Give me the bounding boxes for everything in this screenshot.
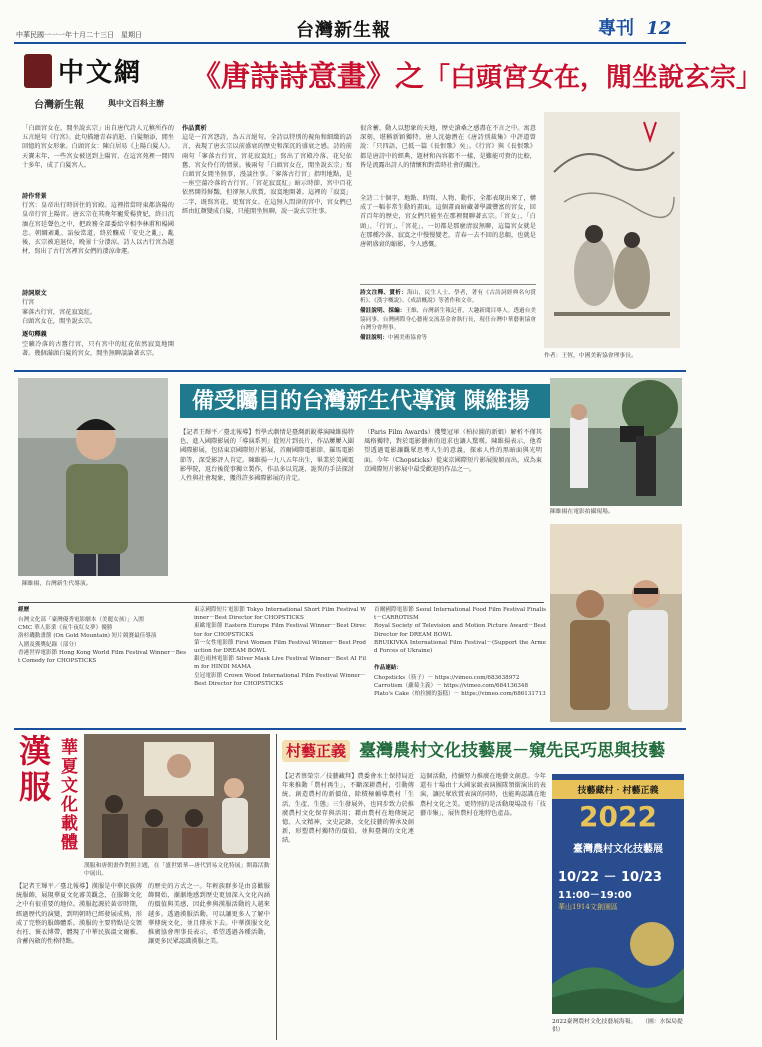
- portrait-caption: 陳維揚，台灣新生代導演。: [22, 581, 92, 587]
- heading-original: 詩詞原文: [22, 290, 47, 298]
- farm-body-2: 這個活動，持續努力推廣在地藝文創意。今年還有十場由十大國家級表演團隊領銜演出的表演，讓民眾欣賞表演的同時，也能夠認識在地農村文化之美。更特別的是活動現場設有「技藝市集」，展售農村在地特色產品。: [420, 773, 546, 817]
- poetry-original: 行宮 寥落古行宮，宮花寂寞紅。 白頭宮女在，閒坐說玄宗。: [22, 299, 97, 325]
- hanfu-photo: [84, 734, 270, 858]
- credits-box: [360, 284, 536, 342]
- site-label: 備註說明：: [360, 335, 388, 342]
- divider-3: [276, 734, 277, 1040]
- site-text: 中國美術協會等: [387, 335, 428, 342]
- poster-year: 2022: [579, 800, 657, 833]
- festival-poster: [552, 774, 684, 1014]
- hanfu-caption: 漢服和唐朝畫作對照主題，在「盛世繁華—唐代貿易文化特展」開幕活動中展出。: [84, 863, 270, 877]
- poster-venue: 華山1914文創園區: [558, 903, 618, 911]
- director-article: [14, 374, 686, 726]
- poetry-remark-b: 全詩二十個字，地點、時間、人物、動作，全都表現出來了，構成了一幅非常生動的畫面。這個畫面暗藏著學識豐富的宮女，回首百年的歷史，宮女們只能坐在那裡閒聊著玄宗。「宮女」、「白頭」、「行宮」、「宮花」，一切都是那麼清寂無聊，這篇宮女就是在那種冷落、寂寞之中慢慢變老，青春一去不回的悲劇，也就是唐朝盛衰的縮影，令人感慨。: [360, 195, 536, 249]
- paper-name: 台灣新生報: [296, 20, 391, 41]
- issue-date: 中華民國一一一年十月二十三日 星期日: [16, 31, 142, 39]
- logo-coop: 與中文百科主辦: [108, 98, 164, 108]
- poster-subtitle: 臺灣農村文化技藝展: [573, 844, 663, 855]
- editor-label: 備註說明、採編：: [360, 308, 406, 315]
- heading-analysis: 作品賞析: [182, 125, 207, 132]
- film-set-photo: [550, 378, 682, 506]
- poetry-background: 行宮：皇帝出行時居住的宮殿。這裡指當時東都洛陽的皇帝行宮上陽宮。唐玄宗在其晚年寵愛楊貴妃，終日沉湎在宮廷聲色之中，把政務全部委給宰相李林甫和楊國忠。朝綱紊亂、諂佞當道，終於釀成「安史之亂」，亂後，玄宗被迫退位，晚景十分淒涼。詩人以古行宮為題材，寫出了古行宮裡宮女們的淒涼命運。: [22, 202, 174, 256]
- farm-tag: 村藝正義: [282, 740, 350, 762]
- links-list: Chopsticks（筷子）－ https://vimeo.com/683638972 Carrotism（蘿蔔主義）－ https://vimeo.com/684136348 Plato's Cake（柏拉圖的蛋糕）－ https://vimeo.com/686131713: [374, 675, 546, 698]
- poetry-article: [14, 46, 762, 368]
- poster-dates: 10/22 － 10/23: [558, 870, 662, 885]
- director-set-photo: [550, 524, 682, 722]
- awards-col-3: 首爾國際電影節 Seoul International Food Film Festival Finalist－CARROTISM Royal Society of Television and Motion Picture Award－Best Director for DREAM BOWL BRUIKIVKA International Film Festival－(Support the Armed Forces of Ukraine): [374, 607, 546, 655]
- poster-caption: [552, 1018, 686, 1034]
- director-portrait: [18, 378, 168, 576]
- hanfu-subtitle: 華夏文化載體: [57, 738, 77, 852]
- hanfu-body-2: 的歷史的方式之一。年輕族群多是由喜歡服飾開始，漸漸地感到歷史更加深入文化內涵的價值與美感，因此參與漢服活動的人越來越多。透過漢服活動，可以讓更多人了解中華傳統文化，並且傳承下去。中華漢服文化推廣協會理事長表示，希望透過各種活動，讓更多民眾認識漢服之美。: [148, 883, 270, 946]
- director-body-2: （Paris Film Awards）獲雙冠軍（柏拉圖的新娘）解析不僅其風格獨特，對於電影藝術的追求也讓人驚嘆。陳維揚表示，他希望透過電影讓觀眾思考人生的意義，探索人性的黑暗面與光明面。今年（Chopsticks）從東京國際短片影展脫穎而出，成為東京國際短片影展中最受歡迎的作品之一。: [364, 429, 542, 473]
- headline-part-b: 「白頭宮女在，閒坐說玄宗」: [424, 63, 762, 93]
- heading-translation: 逐句釋義: [22, 331, 47, 339]
- poetry-intro: 「白頭宮女在，閒坐說玄宗」出自唐代詩人元稹所作的五言絕句《行宮》。此句描繪青春消逝、白髮頻添，閒坐回憶的宮女形象。白頭宮女：陳白居易《上陽白髮人》。天寶末年，一些宮女被送到上陽宮，在這宮苑裡一閒四十多年，成了白髮宮人。: [22, 125, 174, 169]
- ink-painting-art: [544, 112, 680, 348]
- farm-title: 臺灣農村文化技藝展－窺先民巧思與技藝: [359, 741, 666, 761]
- editor-text: 王維，台灣新生報記者，大趣新聞目專人。透過台美協同事，台灣國際身心藝術交流基金會執行長，現任台灣中華藝術協會台灣分會理事。: [360, 308, 536, 331]
- headline-part-a: 《唐詩詩意畫》之: [192, 59, 425, 93]
- author-text: 海山，民生人士、學者，著有《古詩詞經典名句賞析》、《漢字概說》、《成語概說》等著作和文章。: [360, 290, 536, 305]
- poetry-translation: 空曠冷落的古舊行宮，只有宮中的紅花依然寂寞地開著。幾個滿頭白髮的宮女，閒坐無聊談論著玄宗。: [22, 340, 174, 357]
- hanfu-title: [16, 734, 56, 864]
- awards-col-1: 台灣文化部「臺灣優秀電影劇本（美麗女孩）」入圍 CMC 華人影業《夜牛夜紅女夢》優勝 洛杉磯動畫節 (On Gold Mountain) 短片競賽最佳導演 入圍及獲獎紀錄（部分） 香港世界電影節 Hong Kong World Film Festival Winner－Best Comedy for CHOPSTICKS: [18, 617, 186, 665]
- poetry-col-3: [360, 124, 536, 364]
- logo-seal-icon: [24, 54, 52, 88]
- ink-painting: [544, 112, 680, 348]
- awards-section: [18, 606, 548, 722]
- poster-time: 11:00－19:00: [558, 890, 632, 901]
- heading-background: 詩作背景: [22, 193, 47, 200]
- director-headline: 備受矚目的台灣新生代導演 陳維揚: [180, 384, 560, 418]
- author-label: 詩文注釋、賞析：: [360, 290, 408, 296]
- hanfu-body-1: 【記者王輝平／臺北報導】漢服是中華民族傳統服飾，展現華夏文化審美觀念，在服飾文化之中有很重要的地位。漢服起源於黃帝時期，經過歷代的演變，到明朝時已經發展成熟，形成了完整的服飾體系。漢服的主要特點是交領右衽、褒衣博帶，體現了中華民族溫文爾雅、含蓄內斂的性格特點。: [16, 883, 142, 946]
- zhongwen-logo: [22, 52, 192, 116]
- masthead-rule: [14, 42, 686, 44]
- divider-2: [14, 728, 686, 730]
- film-set-caption: 陳維揚在電影拍攝現場。: [550, 509, 614, 515]
- poster-caption-text: 2022臺灣農村文化技藝展海報。: [552, 1019, 637, 1025]
- poetry-remark-a: 很含蓄、動人以想象的天地，歷史滄桑之感盡在不言之中。寓意深刻，堪稱新穎獨特。唐人沈德潛在《唐詩別裁集》中評道曾說：「只四語，已抵一篇《長恨歌》矣」。《行宮》與《長恨歌》都是唐詩中的經典，題材和內容都不一樣，是難能可貴的比較，皆是流露出詩人的情懷和對當時社會的關注。: [360, 125, 536, 169]
- painting-credit: 作者：王恆，中國美術協會理事長。: [544, 353, 637, 359]
- hanfu-article: [14, 732, 272, 1042]
- masthead: [0, 0, 700, 44]
- awards-rule: [18, 602, 544, 603]
- farm-headline: [282, 736, 686, 764]
- logo-main: 中文網: [58, 58, 143, 88]
- awards-col-2: 東京國際短片電影節 Tokyo International Short Film Festival Winner－Best Director for CHOPSTICKS 東歐電影節 Eastern Europe Film Festival Winner－Best Director for CHOPSTICKS 第一女性電影節 First Women Film Festival Winner－Best Production for DREAM BOWL 銀色雨林電影節 Silver Mask Live Festival Winner－Best AI Film for HINDI MAMA 皇冠電影節 Crown Wood International Film Festival Winner－Best Director for CHOPSTICKS: [194, 607, 366, 687]
- poetry-headline: [192, 54, 762, 108]
- section-label: 專刊: [598, 18, 634, 39]
- poster-artwork: [552, 914, 684, 1014]
- farm-article: [282, 732, 686, 1042]
- poster-credit: （圖：水保局提供）: [552, 1019, 683, 1033]
- page-number: 12: [646, 18, 672, 39]
- poster-banner: 技藝藏村‧村藝正義: [552, 780, 684, 799]
- poetry-analysis: 這是一首宮怨詩，為五言絕句。全詩以特別的視角和細緻的語言，表現了唐玄宗以前盛衰的歷史和深沉的盛衰之感。詩的前兩句「寥落古行宮，宮花寂寞紅」寫出了宮殿冷落、花兒依舊、宮女伶仃的情景。後兩句「白頭宮女在，閒坐說玄宗」寫白頭宮女閒坐無事，漫談往事。「寥落古行宮」指明地點，是一座空蕩冷落的古行宮。「宮花寂寞紅」暗示時節，宮中百花依然開得鮮豔，但卻無人欣賞，寂寞地開著。這裡的「寂寞」二字，既寫宮花，更寫宮女。在這無人問津的宮中，宮女們已經由紅顏變成白髮，只能閒坐無聊，說一說玄宗往事。: [182, 134, 352, 215]
- divider-1: [14, 370, 686, 372]
- farm-body-1: 【記者蔡榮宗／技藝藏拜】農委會水土保持局近年來推動「農村再生」，不斷深耕農村，引動傳統、創造農村的新價值，除積極輔導農村「生活、生產、生態」三生發展外，也同步致力於推廣農村文化保存與活用；藉由農村在地傳統記憶，人文精神，文史記錄，文化技藝的傳承及創新，形塑農村獨特的價值，並與臺灣的文化連結。: [282, 773, 414, 845]
- director-body-1: 【記者王輝平／臺北報導】哲學式劇情是臺灣新銳導演陳維揚特色，進入國際影展的「導演系列」從短片到長片，作品屢屢入圍國際影展，包括東京國際短片影展、首爾國際電影節、羅馬電影節等，深受影評人肯定。陳維揚一九八五年出生，畢業於美國電影學院，返台後從事獨立製作，作品多以荒誕、詭異的手法探討人性與社會現象，獲得許多國際影展的肯定。: [180, 429, 354, 483]
- poetry-col-1: [22, 124, 174, 364]
- links-heading: 作品連結：: [374, 665, 402, 671]
- awards-heading: 經歷: [18, 607, 30, 613]
- poetry-col-2: [182, 124, 352, 364]
- hanfu-title-main: 漢服: [14, 734, 52, 806]
- logo-sub: 台灣新生報: [34, 100, 84, 111]
- section-name: [598, 14, 671, 40]
